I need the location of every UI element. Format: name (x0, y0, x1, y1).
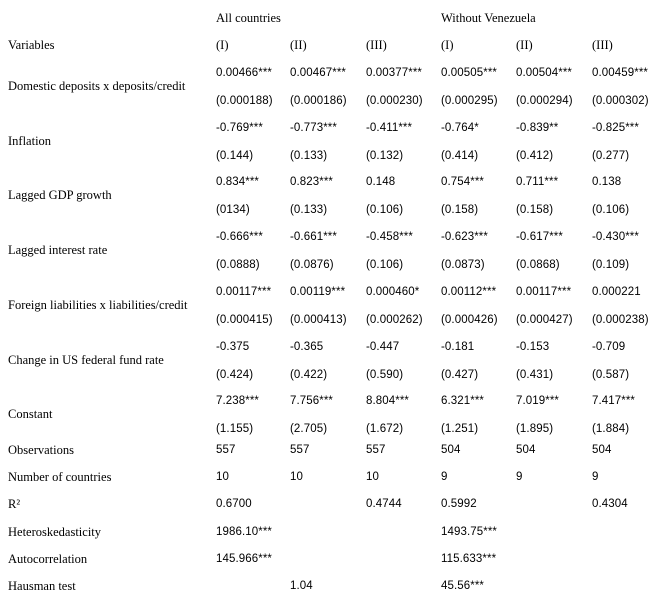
coefficient-cell: 0.000460* (366, 285, 420, 298)
standard-error-cell: (0.000262) (366, 313, 423, 326)
standard-error-cell: (0.0876) (290, 259, 334, 272)
standard-error-cell: (0.422) (290, 368, 328, 381)
standard-error-cell: (0.590) (366, 368, 404, 381)
statistic-cell: 1493.75*** (441, 525, 497, 538)
coefficient-cell: 8.804*** (366, 395, 410, 408)
statistic-cell: 9 (592, 471, 599, 484)
statistic-cell: 0.4304 (592, 498, 628, 511)
standard-error-cell: (0134) (216, 204, 250, 217)
coefficient-cell: 0.00112*** (441, 285, 497, 298)
column-header: (III) (366, 38, 387, 52)
coefficient-cell: -0.839** (516, 121, 559, 134)
statistic-cell: 10 (366, 471, 379, 484)
statistic-label: Autocorrelation (8, 551, 88, 566)
coefficient-cell: 0.711*** (516, 176, 559, 189)
standard-error-cell: (0.427) (441, 368, 479, 381)
coefficient-cell: 0.00459*** (592, 67, 648, 79)
coefficient-cell: 0.00467*** (290, 67, 346, 79)
coefficient-cell: 0.00117*** (516, 285, 572, 298)
coefficient-cell: 0.138 (592, 176, 622, 189)
statistic-cell: 0.4744 (366, 498, 402, 511)
coefficient-cell: -0.365 (290, 340, 324, 353)
standard-error-cell: (1.155) (216, 423, 254, 436)
standard-error-cell: (0.424) (216, 368, 254, 381)
variable-label: Lagged GDP growth (8, 188, 112, 203)
variable-label: Inflation (8, 133, 52, 148)
coefficient-cell: -0.447 (366, 340, 400, 353)
coefficient-cell: -0.181 (441, 340, 475, 353)
statistic-cell: 1.04 (290, 580, 313, 592)
statistic-cell: 0.5992 (441, 498, 477, 511)
coefficient-cell: -0.411*** (366, 121, 413, 134)
coefficient-cell: -0.769*** (216, 121, 263, 134)
standard-error-cell: (0.000413) (290, 313, 347, 326)
standard-error-cell: (1.895) (516, 423, 554, 436)
coefficient-cell: 0.00504*** (516, 67, 572, 79)
coefficient-cell: -0.709 (592, 340, 626, 353)
statistic-cell: 504 (516, 444, 536, 456)
standard-error-cell: (0.000302) (592, 95, 649, 107)
coefficient-cell: 7.238*** (216, 395, 260, 408)
variable-label: Change in US federal fund rate (8, 352, 164, 367)
coefficient-cell: -0.764* (441, 121, 479, 134)
coefficient-cell: -0.430*** (592, 231, 639, 244)
coefficient-cell: 0.148 (366, 176, 396, 189)
coefficient-cell: 6.321*** (441, 395, 485, 408)
coefficient-cell: -0.617*** (516, 231, 563, 244)
coefficient-cell: -0.666*** (216, 231, 263, 244)
standard-error-cell: (0.000188) (216, 95, 273, 107)
standard-error-cell: (0.0888) (216, 259, 260, 272)
coefficient-cell: -0.825*** (592, 121, 639, 134)
statistic-cell: 145.966*** (216, 552, 272, 565)
coefficient-cell: -0.375 (216, 340, 250, 353)
statistic-cell: 1986.10*** (216, 525, 272, 538)
coefficient-cell: 0.754*** (441, 176, 485, 189)
standard-error-cell: (0.000238) (592, 313, 649, 326)
column-header: (III) (592, 38, 613, 52)
variable-label: Constant (8, 407, 53, 422)
standard-error-cell: (0.000415) (216, 313, 273, 326)
coefficient-cell: 0.00119*** (290, 285, 346, 298)
coefficient-cell: 0.000221 (592, 285, 641, 298)
standard-error-cell: (0.414) (441, 149, 479, 162)
standard-error-cell: (0.106) (366, 204, 404, 217)
variables-header: Variables (8, 38, 55, 52)
coefficient-cell: 0.00466*** (216, 67, 272, 79)
coefficient-cell: 0.834*** (216, 176, 260, 189)
standard-error-cell: (0.277) (592, 149, 630, 162)
standard-error-cell: (0.412) (516, 149, 554, 162)
standard-error-cell: (1.672) (366, 423, 404, 436)
standard-error-cell: (0.0873) (441, 259, 485, 272)
standard-error-cell: (0.109) (592, 259, 630, 272)
coefficient-cell: 0.00505*** (441, 67, 497, 79)
standard-error-cell: (0.144) (216, 149, 254, 162)
standard-error-cell: (0.132) (366, 149, 404, 162)
variable-label: Foreign liabilities x liabilities/credit (8, 297, 188, 312)
statistic-label: Number of countries (8, 470, 112, 485)
standard-error-cell: (0.000427) (516, 313, 573, 326)
standard-error-cell: (0.000426) (441, 313, 498, 326)
standard-error-cell: (0.106) (366, 259, 404, 272)
coefficient-cell: 7.417*** (592, 395, 636, 408)
standard-error-cell: (0.158) (441, 204, 479, 217)
standard-error-cell: (0.587) (592, 368, 630, 381)
column-header: (I) (216, 38, 229, 52)
coefficient-cell: 0.00377*** (366, 67, 422, 79)
statistic-label: Observations (8, 443, 74, 457)
group-header-without-venezuela: Without Venezuela (441, 11, 536, 25)
statistic-cell: 504 (592, 444, 612, 456)
coefficient-cell: 7.756*** (290, 395, 334, 408)
statistic-cell: 10 (290, 471, 303, 484)
statistic-label: Heteroskedasticity (8, 524, 102, 539)
coefficient-cell: -0.153 (516, 340, 550, 353)
standard-error-cell: (2.705) (290, 423, 328, 436)
statistic-cell: 9 (516, 471, 523, 484)
coefficient-cell: 0.823*** (290, 176, 334, 189)
statistic-label: R² (8, 497, 21, 512)
column-header: (I) (441, 38, 454, 52)
standard-error-cell: (0.106) (592, 204, 630, 217)
variable-label: Domestic deposits x deposits/credit (8, 79, 186, 93)
group-header-all-countries: All countries (216, 11, 281, 25)
coefficient-cell: -0.661*** (290, 231, 337, 244)
standard-error-cell: (0.431) (516, 368, 554, 381)
standard-error-cell: (0.133) (290, 149, 328, 162)
coefficient-cell: -0.773*** (290, 121, 337, 134)
statistic-cell: 557 (216, 444, 236, 456)
standard-error-cell: (1.251) (441, 423, 479, 436)
coefficient-cell: -0.458*** (366, 231, 413, 244)
standard-error-cell: (0.133) (290, 204, 328, 217)
statistic-cell: 0.6700 (216, 498, 252, 511)
statistic-cell: 9 (441, 471, 448, 484)
statistic-cell: 557 (290, 444, 310, 456)
statistic-cell: 504 (441, 444, 461, 456)
standard-error-cell: (0.000294) (516, 95, 573, 107)
variable-label: Lagged interest rate (8, 243, 108, 258)
column-header: (II) (290, 38, 307, 52)
standard-error-cell: (0.000186) (290, 95, 347, 107)
coefficient-cell: 0.00117*** (216, 285, 272, 298)
column-header: (II) (516, 38, 533, 52)
coefficient-cell: 7.019*** (516, 395, 560, 408)
standard-error-cell: (1.884) (592, 423, 630, 436)
statistic-label: Hausman test (8, 579, 76, 593)
statistic-cell: 10 (216, 471, 229, 484)
standard-error-cell: (0.000295) (441, 95, 498, 107)
coefficient-cell: -0.623*** (441, 231, 488, 244)
standard-error-cell: (0.158) (516, 204, 554, 217)
statistic-cell: 115.633*** (441, 552, 497, 565)
statistic-cell: 557 (366, 444, 386, 456)
statistic-cell: 45.56*** (441, 580, 485, 592)
standard-error-cell: (0.000230) (366, 95, 423, 107)
standard-error-cell: (0.0868) (516, 259, 560, 272)
